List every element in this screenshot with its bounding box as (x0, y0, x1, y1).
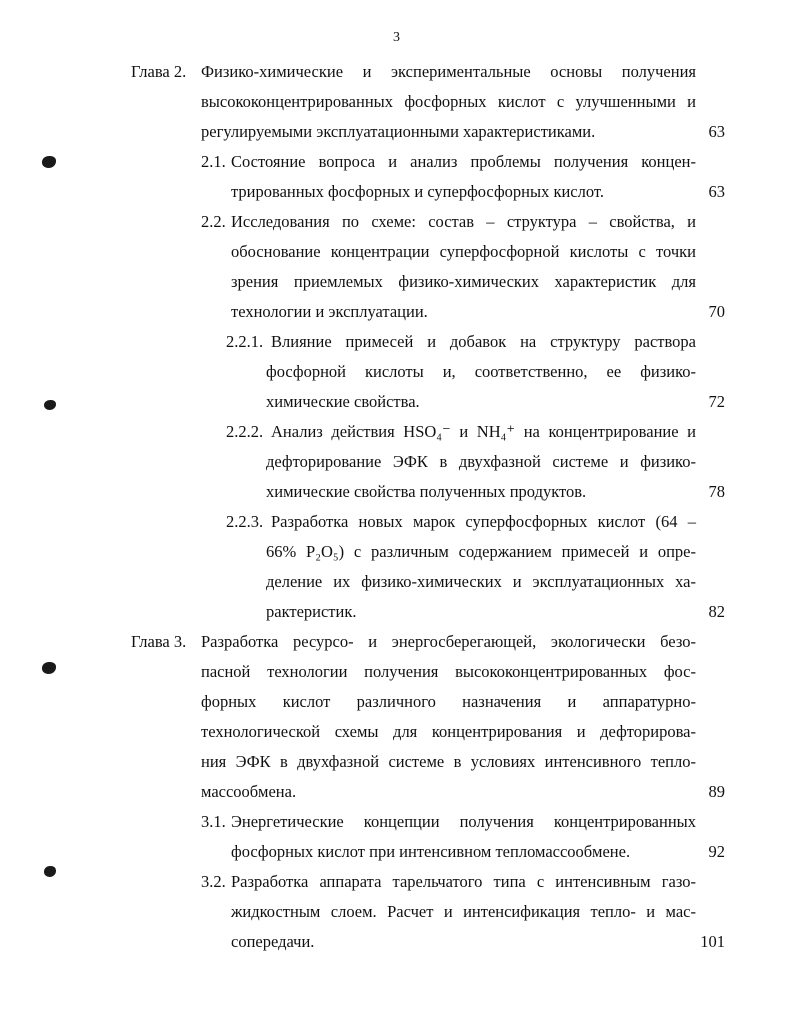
toc-entry-line: Анализ действия HSO₄⁻ и NH₄⁺ на концентрирование и (271, 422, 696, 441)
toc-entry-line: Разработка ресурсо- и энергосберегающей, экологически безо- (201, 632, 696, 651)
toc-entry-line: технологической схемы для концентрирования и дефторирова- (201, 722, 696, 741)
toc-entry-line: химические свойства. (266, 392, 420, 411)
toc-entry-label: 3.2. (201, 872, 226, 891)
toc-entry-label: 2.2.2. (226, 422, 264, 441)
toc-entry-line: рактеристик. (266, 602, 357, 621)
scan-mark (44, 400, 56, 410)
toc-entry-line: химические свойства полученных продуктов. (266, 482, 587, 501)
toc-entry-label: Глава 3. (131, 632, 187, 651)
toc-page-number: 63 (708, 182, 725, 201)
toc-entry-line: Разработка аппарата тарельчатого типа с интенсивным газо- (231, 872, 696, 891)
toc-entry-line: дефторирование ЭФК в двухфазной системе и физико- (266, 452, 696, 471)
page-number: 3 (393, 30, 400, 45)
toc-entry-label: 2.2.1. (226, 332, 264, 351)
toc-page-number: 89 (708, 782, 725, 801)
scan-mark (42, 156, 56, 168)
toc-page-number: 72 (708, 392, 725, 411)
toc-entry-line: регулируемыми эксплуатационными характеристиками. (201, 122, 596, 141)
toc-entry-line: трированных фосфорных и суперфосфорных кислот. (231, 182, 604, 201)
toc-entry-line: фосфорной кислоты и, соответственно, ее физико- (266, 362, 696, 381)
toc-entry-line: пасной технологии получения высококонцентрированных фос- (201, 662, 696, 681)
toc-entry-line: сопередачи. (231, 932, 315, 951)
toc-entry-line: Разработка новых марок суперфосфорных кислот (64 – (271, 512, 696, 531)
toc-entry-line: зрения приемлемых физико-химических характеристик для (231, 272, 696, 291)
toc-entry-line: Состояние вопроса и анализ проблемы получения концен- (231, 152, 696, 171)
toc-entry-label: Глава 2. (131, 62, 187, 81)
toc-entry-line: форных кислот различного назначения и аппаратурно- (201, 692, 696, 711)
toc-page-number: 101 (700, 932, 725, 951)
toc-page-number: 78 (708, 482, 725, 501)
toc-entry-line: Исследования по схеме: состав – структура – свойства, и (231, 212, 696, 231)
toc-entry-line: массообмена. (201, 782, 297, 801)
toc-entry-line: Энергетические концепции получения концентрированных (231, 812, 696, 831)
toc-entry-line: Физико-химические и экспериментальные основы получения (201, 62, 696, 81)
toc-entry-label: 2.1. (201, 152, 226, 171)
toc-page-number: 70 (708, 302, 725, 321)
toc-entry-line: фосфорных кислот при интенсивном тепломассообмене. (231, 842, 631, 861)
toc-page-number: 92 (708, 842, 725, 861)
toc-page-number: 63 (708, 122, 725, 141)
toc-entry-line: 66% P₂O₅) с различным содержанием примесей и опре- (266, 542, 696, 561)
toc-entry-line: высококонцентрированных фосфорных кислот с улучшенными и (201, 92, 696, 111)
toc-entry-label: 2.2. (201, 212, 226, 231)
scan-mark (42, 662, 56, 674)
toc-entry-line: ния ЭФК в двухфазной системе в условиях интенсивного тепло- (201, 752, 696, 771)
toc-entry-label: 3.1. (201, 812, 226, 831)
toc-entry-line: Влияние примесей и добавок на структуру раствора (271, 332, 696, 351)
scan-mark (44, 866, 56, 877)
toc-entry-line: жидкостным слоем. Расчет и интенсификация тепло- и мас- (231, 902, 696, 921)
toc-page-number: 82 (708, 602, 725, 621)
toc-entry-line: деление их физико-химических и эксплуатационных ха- (266, 572, 696, 591)
toc-entry-line: технологии и эксплуатации. (231, 302, 428, 321)
toc-entry-label: 2.2.3. (226, 512, 264, 531)
toc-entry-line: обоснование концентрации суперфосфорной кислоты с точки (231, 242, 696, 261)
